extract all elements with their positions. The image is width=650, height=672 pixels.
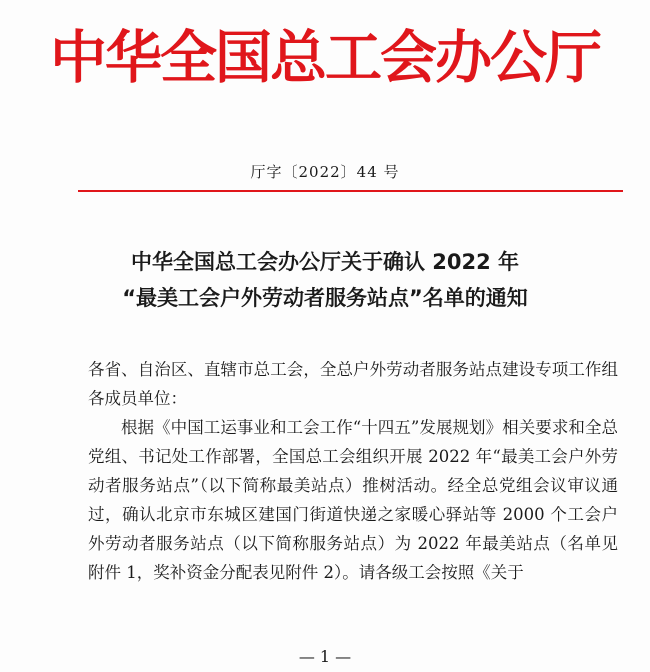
body-paragraph: 根据《中国工运事业和工会工作“十四五”发展规划》相关要求和全总党组、书记处工作部署，全国总工会组织开展 2022 年“最美工会户外劳动者服务站点”（以下简称最美站点）推树活动。经全总党组会议审议通过，确认北京市东城区建国门街道快递之家暖心驿站等 2000 个工会户外劳动者服务站点（以下简称服务站点）为 2022 年最美站点（名单见附件 1，奖补资金分配表见附件 2）。请各级工会按照《关于 xyxy=(88,418,618,582)
salutation: 各省、自治区、直辖市总工会，全总户外劳动者服务站点建设专项工作组各成员单位： xyxy=(88,360,618,408)
page-number: — 1 — xyxy=(298,647,352,666)
issuer-header: 中华全国总工会办公厅 xyxy=(50,25,600,91)
notice-title-line-2: “最美工会户外劳动者服务站点”名单的通知 xyxy=(122,286,528,310)
red-divider-line xyxy=(78,190,623,192)
notice-body xyxy=(88,355,618,587)
document-number: 厅字〔2022〕44 号 xyxy=(250,163,400,181)
notice-title-line-1: 中华全国总工会办公厅关于确认 2022 年 xyxy=(130,250,520,274)
